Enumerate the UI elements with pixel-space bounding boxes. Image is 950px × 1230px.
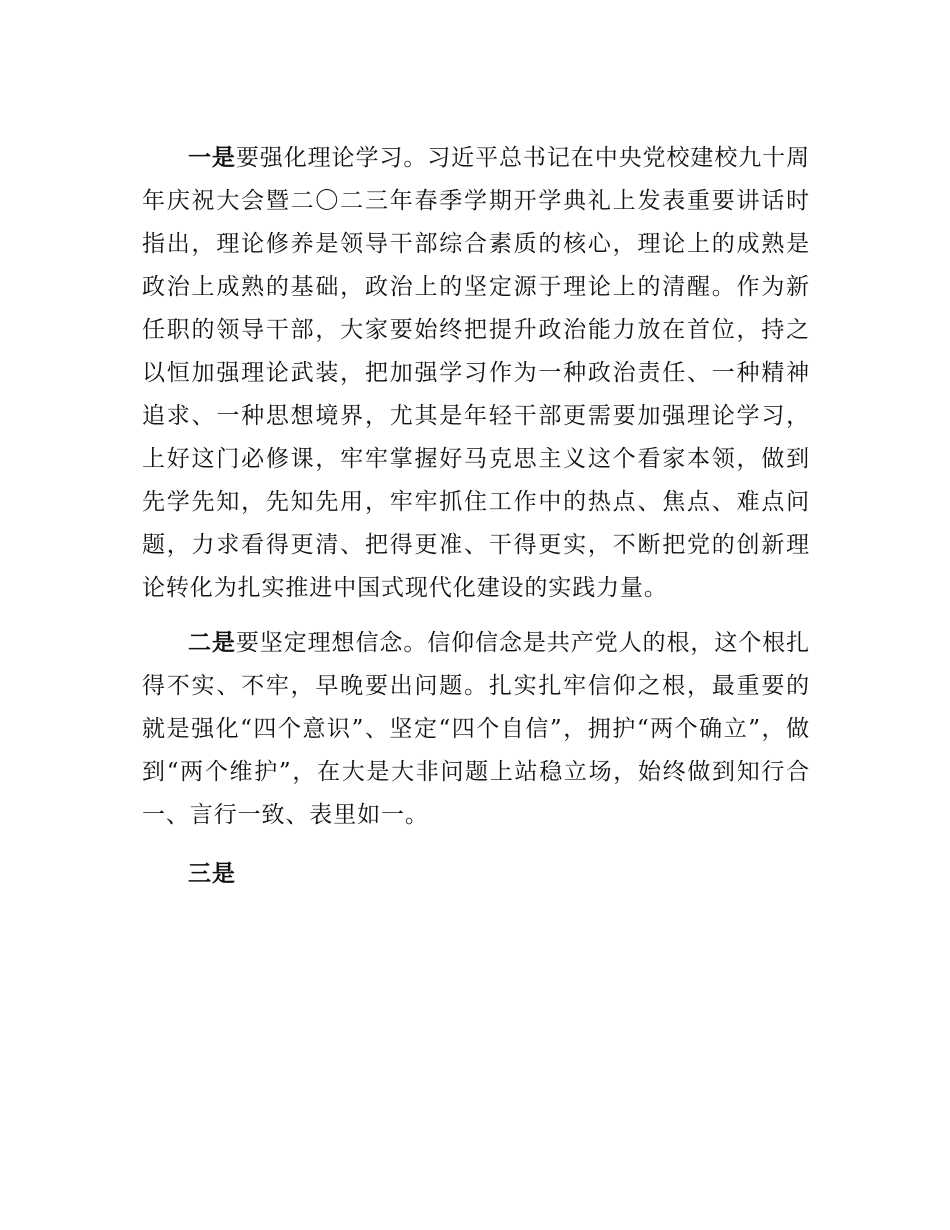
paragraph-2-text: 要坚定理想信念。信仰信念是共产党人的根，这个根扎得不实、不牢，早晚要出问题。扎实扎牢信仰之根，最重要的就是强化“四个意识”、坚定“四个自信”，拥护“两个确立”，做到“两个维护”，在大是大非问题上站稳立场，始终做到知行合一、言行一致、表里如一。 bbox=[142, 630, 810, 828]
paragraph-1-lead: 一是 bbox=[188, 145, 236, 171]
document-body bbox=[142, 137, 810, 896]
paragraph-2 bbox=[142, 622, 810, 837]
paragraph-1-text: 要强化理论学习。习近平总书记在中央党校建校九十周年庆祝大会暨二〇二三年春季学期开学典礼上发表重要讲话时指出，理论修养是领导干部综合素质的核心，理论上的成熟是政治上成熟的基础，政治上的坚定源于理论上的清醒。作为新任职的领导干部，大家要始终把提升政治能力放在首位，持之以恒加强理论武装，把加强学习作为一种政治责任、一种精神追求、一种思想境界，尤其是年轻干部更需要加强理论学习，上好这门必修课，牢牢掌握好马克思主义这个看家本领，做到先学先知，先知先用，牢牢抓住工作中的热点、焦点、难点问题，力求看得更清、把得更准、干得更实，不断把党的创新理论转化为扎实推进中国式现代化建设的实践力量。 bbox=[142, 145, 810, 601]
paragraph-1 bbox=[142, 137, 810, 610]
paragraph-2-lead: 二是 bbox=[188, 630, 236, 656]
paragraph-3-lead: 三是 bbox=[188, 861, 236, 887]
paragraph-3 bbox=[142, 853, 810, 896]
